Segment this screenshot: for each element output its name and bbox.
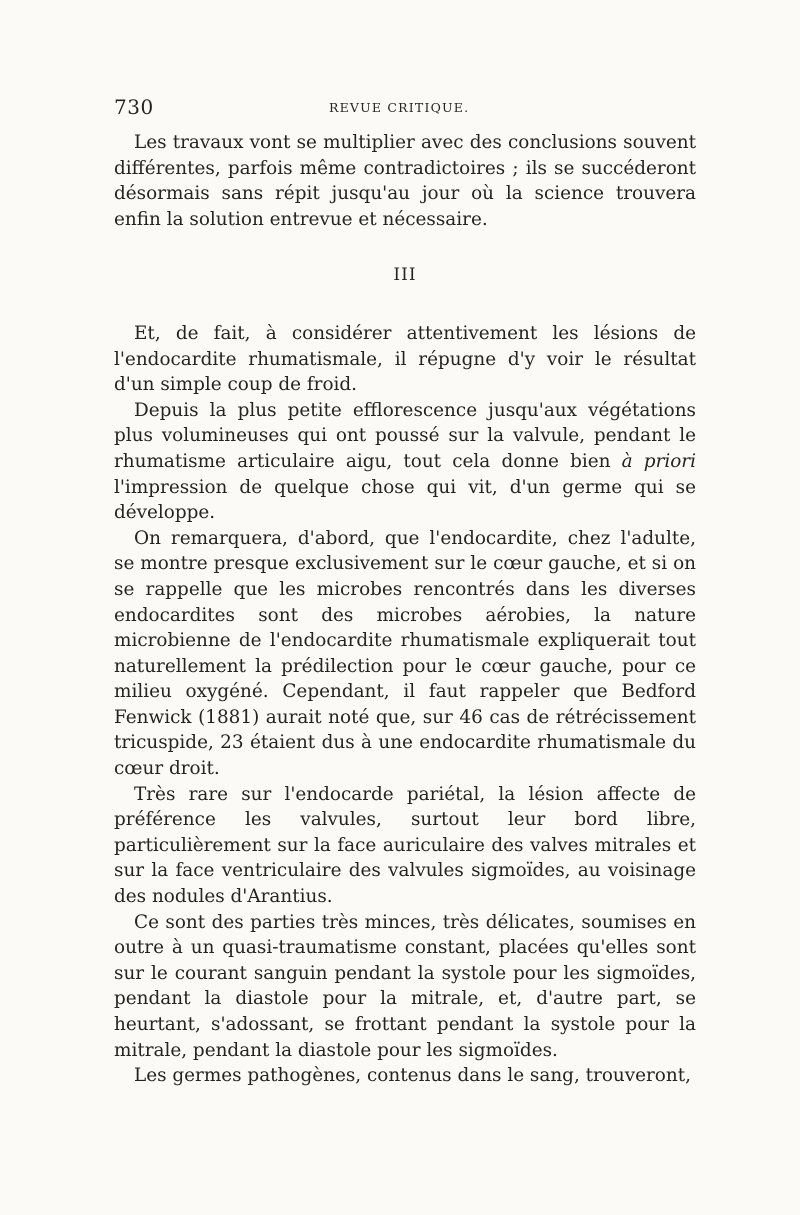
paragraph-1: Les travaux vont se multiplier avec des conclusions souvent différentes, parfois même contradictoires ; ils se succéderont désormais sans répit jusqu'au jour où la science trouvera enfin la solution entrevue et nécessaire. [114, 132, 696, 230]
paragraph-3-part-1: Depuis la plus petite efflorescence jusqu'aux végétations plus volumineuses qui ont poussé sur la valvule, pendant le rhumatisme articulaire aigu, tout cela donne bien [114, 399, 696, 472]
paragraph-4: On remarquera, d'abord, que l'endocardite, chez l'adulte, se montre presque exclusivement sur le cœur gauche, et si on se rappelle que les microbes rencontrés dans les diverses endocardites sont des microbes aérobies, la nature microbienne de l'endocardite rhumatismale expliquerait tout naturellement la prédilection pour le cœur gauche, pour ce milieu oxygéné. Cependant, il faut rappeler que Bedford Fenwick (1881) aurait noté que, sur 46 cas de rétrécissement tricuspide, 23 étaient dus à une endocardite rhumatismale du cœur droit. [114, 527, 696, 780]
body-text [114, 130, 696, 1089]
paragraph-5: Très rare sur l'endocarde pariétal, la lésion affecte de préférence les valvules, surtout leur bord libre, particulièrement sur la face auriculaire des valves mitrales et sur la face ventriculaire des valvules sigmoïdes, au voisinage des nodules d'Arantius. [114, 783, 696, 908]
paragraph-6: Ce sont des parties très minces, très délicates, soumises en outre à un quasi-traumatisme constant, placées qu'elles sont sur le courant sanguin pendant la systole pour les sigmoïdes, pendant la diastole pour la mitrale, et, d'autre part, se heurtant, s'adossant, se frottant pendant la systole pour la mitrale, pendant la diastole pour les sigmoïdes. [114, 911, 696, 1061]
paragraph-3 [114, 398, 696, 526]
a-priori-italic: à priori [621, 450, 696, 472]
running-head [114, 95, 696, 119]
paragraph-2: Et, de fait, à considérer attentivement les lésions de l'endocardite rhumatismale, il répugne d'y voir le résultat d'un simple coup de froid. [114, 322, 696, 396]
page-number: 730 [114, 95, 154, 119]
section-heading: III [393, 265, 417, 286]
paragraph-3-part-2: l'impression de quelque chose qui vit, d'un germe qui se développe. [114, 476, 696, 524]
paragraph-7: Les germes pathogènes, contenus dans le sang, trouveront, [134, 1065, 691, 1087]
journal-title: REVUE CRITIQUE. [329, 100, 470, 115]
